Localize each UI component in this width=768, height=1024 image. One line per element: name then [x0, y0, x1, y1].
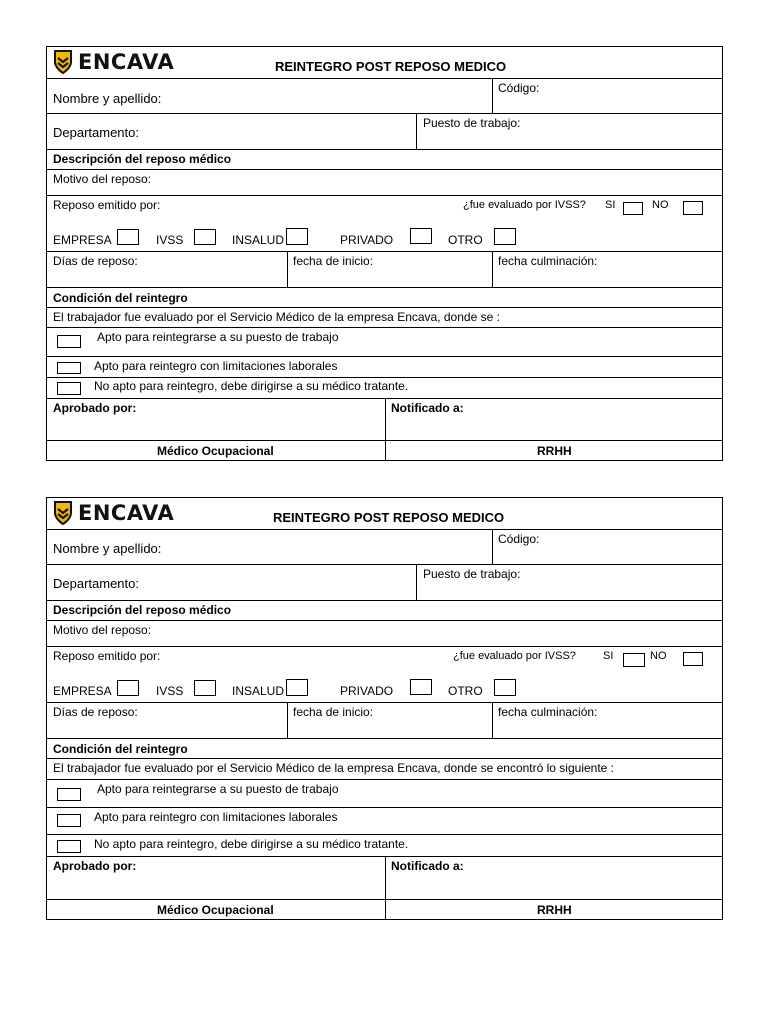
- ivss-question: ¿fue evaluado por IVSS?: [453, 650, 576, 662]
- row-dias: [47, 251, 722, 287]
- emisor-insalud-checkbox[interactable]: [286, 228, 308, 245]
- opcion-limitaciones-label: Apto para reintegro con limitaciones laborales: [94, 810, 338, 824]
- emisor-empresa-label: EMPRESA: [53, 233, 112, 247]
- notificado-label: Notificado a:: [391, 859, 464, 873]
- row-opcion-no-apto: [47, 834, 722, 856]
- dias-label: Días de reposo:: [53, 254, 138, 268]
- emisor-privado-checkbox[interactable]: [410, 679, 432, 695]
- row-firmas: [47, 440, 722, 460]
- row-aprobado: [47, 856, 722, 899]
- fecha-culminacion-label: fecha culminación:: [498, 254, 598, 268]
- opcion-no-apto-label: No apto para reintegro, debe dirigirse a su médico tratante.: [94, 837, 409, 851]
- opcion-apto-label: Apto para reintegrarse a su puesto de trabajo: [97, 330, 339, 344]
- row-evaluado: [47, 307, 722, 327]
- aprobado-label: Aprobado por:: [53, 859, 137, 873]
- nombre-label: Nombre y apellido:: [53, 91, 162, 106]
- form-title: REINTEGRO POST REPOSO MEDICO: [275, 59, 507, 74]
- logo: [53, 50, 174, 74]
- row-evaluado: [47, 758, 722, 779]
- row-dias: [47, 702, 722, 738]
- emisor-otro-checkbox[interactable]: [494, 228, 516, 245]
- descripcion-label: Descripción del reposo médico: [53, 152, 232, 166]
- fecha-inicio-label: fecha de inicio:: [293, 705, 374, 719]
- emisor-ivss-label: IVSS: [156, 684, 184, 698]
- row-nombre: [47, 529, 722, 564]
- row-opcion-no-apto: [47, 377, 722, 398]
- emisor-privado-checkbox[interactable]: [410, 228, 432, 244]
- emisor-insalud-label: INSALUD: [232, 233, 285, 247]
- row-opcion-apto: [47, 327, 722, 356]
- condicion-label: Condición del reintegro: [53, 742, 188, 756]
- emisor-ivss-label: IVSS: [156, 233, 184, 247]
- row-descripcion: [47, 600, 722, 620]
- opcion-no-apto-checkbox[interactable]: [57, 382, 81, 395]
- rrhh-label: RRHH: [537, 444, 572, 458]
- row-reposo-emitido: [47, 195, 722, 251]
- reintegro-form-2: [46, 497, 723, 920]
- row-motivo: [47, 620, 722, 646]
- no-label: NO: [650, 650, 667, 662]
- opcion-no-apto-label: No apto para reintegro, debe dirigirse a su médico tratante.: [94, 379, 409, 393]
- opcion-limitaciones-label: Apto para reintegro con limitaciones laborales: [94, 359, 338, 373]
- fecha-inicio-label: fecha de inicio:: [293, 254, 374, 268]
- row-opcion-apto: [47, 779, 722, 807]
- departamento-label: Departamento:: [53, 125, 139, 140]
- si-label: SI: [603, 650, 614, 662]
- reposo-emitido-label: Reposo emitido por:: [53, 649, 161, 663]
- no-label: NO: [652, 199, 669, 211]
- row-departamento: [47, 113, 722, 149]
- emisor-privado-label: PRIVADO: [340, 233, 394, 247]
- form-header: [47, 47, 722, 78]
- shield-chevron-icon: [53, 50, 73, 74]
- medico-label: Médico Ocupacional: [157, 903, 274, 917]
- puesto-label: Puesto de trabajo:: [423, 116, 521, 130]
- opcion-no-apto-checkbox[interactable]: [57, 840, 81, 853]
- codigo-label: Código:: [498, 532, 540, 546]
- ivss-question: ¿fue evaluado por IVSS?: [463, 199, 586, 211]
- no-checkbox[interactable]: [683, 652, 703, 666]
- departamento-label: Departamento:: [53, 576, 139, 591]
- descripcion-label: Descripción del reposo médico: [53, 603, 232, 617]
- opcion-apto-label: Apto para reintegrarse a su puesto de trabajo: [97, 782, 339, 796]
- row-opcion-limitaciones: [47, 807, 722, 834]
- form-header: [47, 498, 722, 529]
- opcion-limitaciones-checkbox[interactable]: [57, 362, 81, 374]
- row-descripcion: [47, 149, 722, 169]
- si-label: SI: [605, 199, 616, 211]
- condicion-label: Condición del reintegro: [53, 291, 188, 305]
- row-condicion: [47, 738, 722, 758]
- row-motivo: [47, 169, 722, 195]
- evaluado-text: El trabajador fue evaluado por el Servicio Médico de la empresa Encava, donde se encontró lo siguiente :: [53, 761, 615, 775]
- emisor-empresa-label: EMPRESA: [53, 684, 112, 698]
- rrhh-label: RRHH: [537, 903, 572, 917]
- fecha-culminacion-label: fecha culminación:: [498, 705, 598, 719]
- opcion-limitaciones-checkbox[interactable]: [57, 814, 81, 827]
- row-opcion-limitaciones: [47, 356, 722, 377]
- emisor-otro-checkbox[interactable]: [494, 679, 516, 696]
- si-checkbox[interactable]: [623, 202, 643, 215]
- evaluado-text: El trabajador fue evaluado por el Servicio Médico de la empresa Encava, donde se :: [53, 310, 500, 324]
- emisor-empresa-checkbox[interactable]: [117, 680, 139, 696]
- emisor-insalud-checkbox[interactable]: [286, 679, 308, 696]
- emisor-ivss-checkbox[interactable]: [194, 680, 216, 696]
- logo: [53, 501, 174, 525]
- motivo-label: Motivo del reposo:: [53, 623, 152, 637]
- logo-text: ENCAVA: [78, 501, 175, 525]
- row-condicion: [47, 287, 722, 307]
- emisor-ivss-checkbox[interactable]: [194, 229, 216, 245]
- logo-text: ENCAVA: [78, 50, 175, 74]
- emisor-empresa-checkbox[interactable]: [117, 229, 139, 245]
- aprobado-label: Aprobado por:: [53, 401, 137, 415]
- emisor-otro-label: OTRO: [448, 233, 483, 247]
- opcion-apto-checkbox[interactable]: [57, 335, 81, 348]
- row-aprobado: [47, 398, 722, 440]
- row-firmas: [47, 899, 722, 919]
- reposo-emitido-label: Reposo emitido por:: [53, 198, 161, 212]
- medico-label: Médico Ocupacional: [157, 444, 274, 458]
- notificado-label: Notificado a:: [391, 401, 464, 415]
- codigo-label: Código:: [498, 81, 540, 95]
- row-nombre: [47, 78, 722, 113]
- row-departamento: [47, 564, 722, 600]
- form-title: REINTEGRO POST REPOSO MEDICO: [273, 510, 505, 525]
- puesto-label: Puesto de trabajo:: [423, 567, 521, 581]
- reintegro-form-1: [46, 46, 723, 461]
- dias-label: Días de reposo:: [53, 705, 138, 719]
- si-checkbox[interactable]: [623, 653, 645, 667]
- opcion-apto-checkbox[interactable]: [57, 788, 81, 801]
- row-reposo-emitido: [47, 646, 722, 702]
- motivo-label: Motivo del reposo:: [53, 172, 152, 186]
- shield-chevron-icon: [53, 501, 73, 525]
- nombre-label: Nombre y apellido:: [53, 541, 162, 556]
- no-checkbox[interactable]: [683, 201, 703, 215]
- emisor-privado-label: PRIVADO: [340, 684, 394, 698]
- emisor-otro-label: OTRO: [448, 684, 483, 698]
- emisor-insalud-label: INSALUD: [232, 684, 285, 698]
